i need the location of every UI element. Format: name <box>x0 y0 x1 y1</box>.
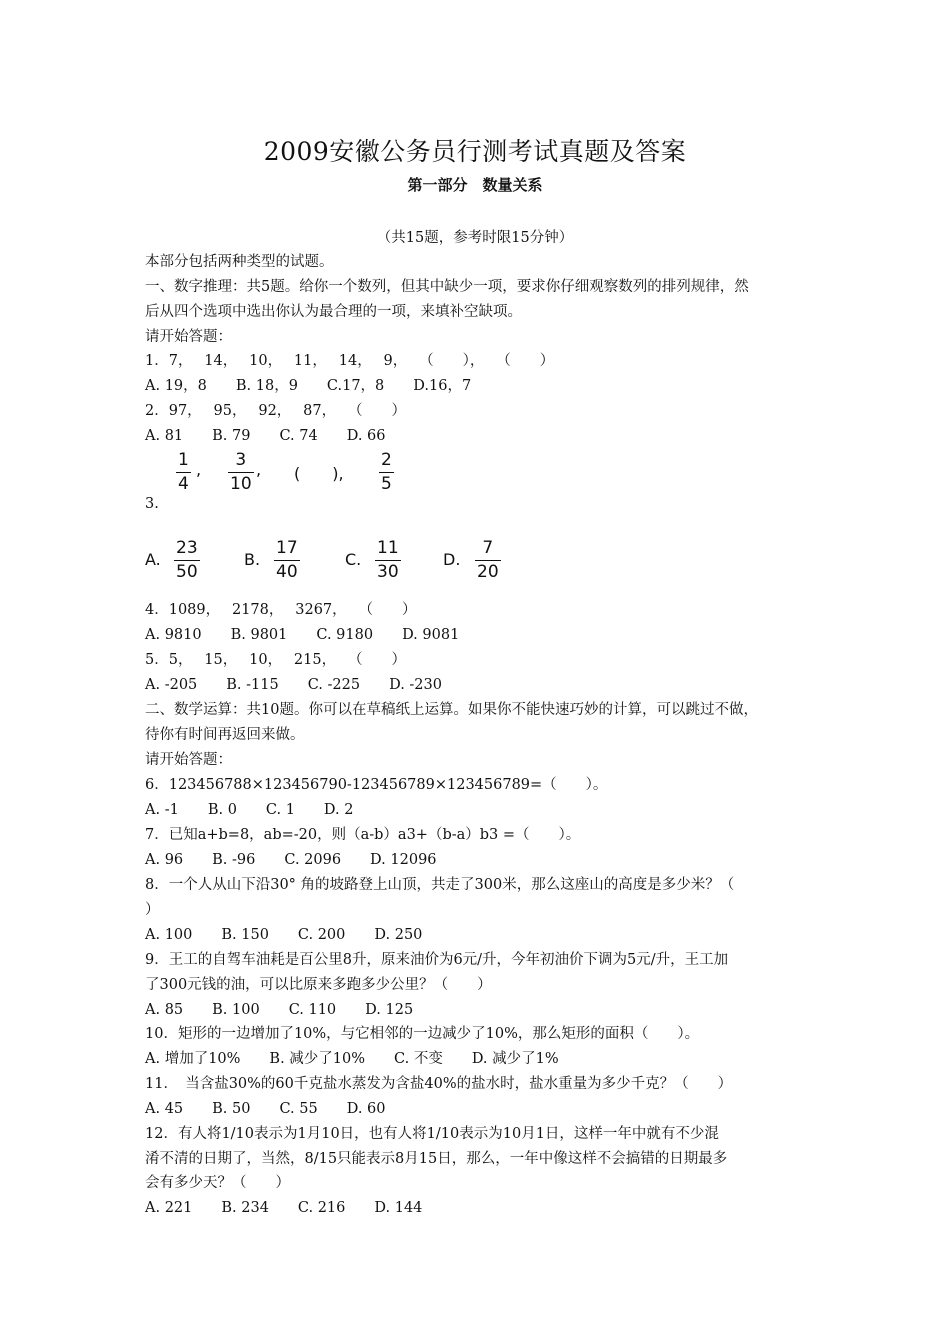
section2-desc-2: 待你有时间再返回来做。 <box>145 727 305 743</box>
q2-stem: 2．97， 95， 92， 87， （ ） <box>145 403 406 419</box>
q3-option-a-fraction: 23 50 <box>176 538 198 582</box>
q3-option-d-label: D. <box>443 550 461 569</box>
section2-desc-1: 二、数学运算：共10题。你可以在草稿纸上运算。如果你不能快速巧妙的计算，可以跳过不做， <box>145 702 758 718</box>
q1-options: A. 19，8 B. 18，9 C.17，8 D.16，7 <box>145 378 472 394</box>
part-title: 第一部分 数量关系 <box>407 176 543 194</box>
q3-option-b-fraction: 17 40 <box>276 538 298 582</box>
q2-options: A. 81 B. 79 C. 74 D. 66 <box>145 428 386 444</box>
q3-seq-fraction-2: 3 10 <box>230 450 252 494</box>
q7-stem: 7．已知a+b=8，ab=-20，则（a-b）a3+（b-a）b3 =（ ）。 <box>145 827 581 843</box>
q12-stem-2: 淆不清的日期了，当然，8/15只能表示8月15日，那么，一年中像这样不会搞错的日期最多 <box>145 1151 728 1167</box>
time-note: （共15题，参考时限15分钟） <box>376 230 574 246</box>
q3-comma-1: , <box>196 460 202 479</box>
q11-options: A. 45 B. 50 C. 55 D. 60 <box>145 1101 386 1117</box>
section1-desc-2: 后从四个选项中选出你认为最合理的一项，来填补空缺项。 <box>145 304 522 320</box>
q3-option-b-label: B. <box>244 550 261 569</box>
q5-options: A. -205 B. -115 C. -225 D. -230 <box>145 677 442 693</box>
q8-stem-2: ） <box>145 902 160 918</box>
q3-comma-2: , <box>256 460 262 479</box>
q12-options: A. 221 B. 234 C. 216 D. 144 <box>145 1200 423 1216</box>
q9-options: A. 85 B. 100 C. 110 D. 125 <box>145 1002 414 1018</box>
q5-stem: 5．5， 15， 10， 215， （ ） <box>145 652 406 668</box>
q4-options: A. 9810 B. 9801 C. 9180 D. 9081 <box>145 627 460 643</box>
q6-options: A. -1 B. 0 C. 1 D. 2 <box>145 802 354 818</box>
q12-stem-3: 会有多少天？（ ） <box>145 1175 290 1191</box>
q6-stem: 6．123456788×123456790-123456789×123456789=（ ）。 <box>145 777 608 793</box>
q10-stem: 10．矩形的一边增加了10%，与它相邻的一边减少了10%，那么矩形的面积（ ）。 <box>145 1026 700 1042</box>
q3-number: 3. <box>145 496 159 512</box>
q8-stem-1: 8．一个人从山下沿30° 角的坡路登上山顶，共走了300米，那么这座山的高度是多少米？（ <box>145 877 735 893</box>
q10-options: A. 增加了10% B. 减少了10% C. 不变 D. 减少了1% <box>145 1051 559 1067</box>
section1-start: 请开始答题： <box>145 329 232 345</box>
q12-stem-1: 12．有人将1/10表示为1月10日，也有人将1/10表示为10月1日，这样一年中就有不少混 <box>145 1126 719 1142</box>
q3-option-c-label: C. <box>345 550 362 569</box>
q8-options: A. 100 B. 150 C. 200 D. 250 <box>145 927 423 943</box>
intro-text: 本部分包括两种类型的试题。 <box>145 254 334 270</box>
q7-options: A. 96 B. -96 C. 2096 D. 12096 <box>145 852 437 868</box>
q1-stem: 1．7， 14， 10， 11， 14， 9， （ ）， （ ） <box>145 353 555 369</box>
q3-option-a-label: A. <box>145 550 161 569</box>
q9-stem-2: 了300元钱的油，可以比原来多跑多少公里？（ ） <box>145 977 492 993</box>
q3-blank: ( ), <box>294 464 344 483</box>
q4-stem: 4．1089， 2178， 3267， （ ） <box>145 602 417 618</box>
q3-option-d-fraction: 7 20 <box>477 538 499 582</box>
q9-stem-1: 9．王工的自驾车油耗是百公里8升，原来油价为6元/升，今年初油价下调为5元/升，王工加 <box>145 952 729 968</box>
q11-stem: 11． 当含盐30%的60千克盐水蒸发为含盐40%的盐水时，盐水重量为多少千克？（ ） <box>145 1076 733 1092</box>
q3-seq-fraction-3: 2 5 <box>381 450 392 494</box>
q3-option-c-fraction: 11 30 <box>377 538 399 582</box>
section1-desc-1: 一、数字推理：共5题。给你一个数列，但其中缺少一项，要求你仔细观察数列的排列规律，然 <box>145 279 749 295</box>
q3-seq-fraction-1: 1 4 <box>178 450 189 494</box>
page-title: 2009安徽公务员行测考试真题及答案 <box>263 137 687 166</box>
section2-start: 请开始答题： <box>145 752 232 768</box>
